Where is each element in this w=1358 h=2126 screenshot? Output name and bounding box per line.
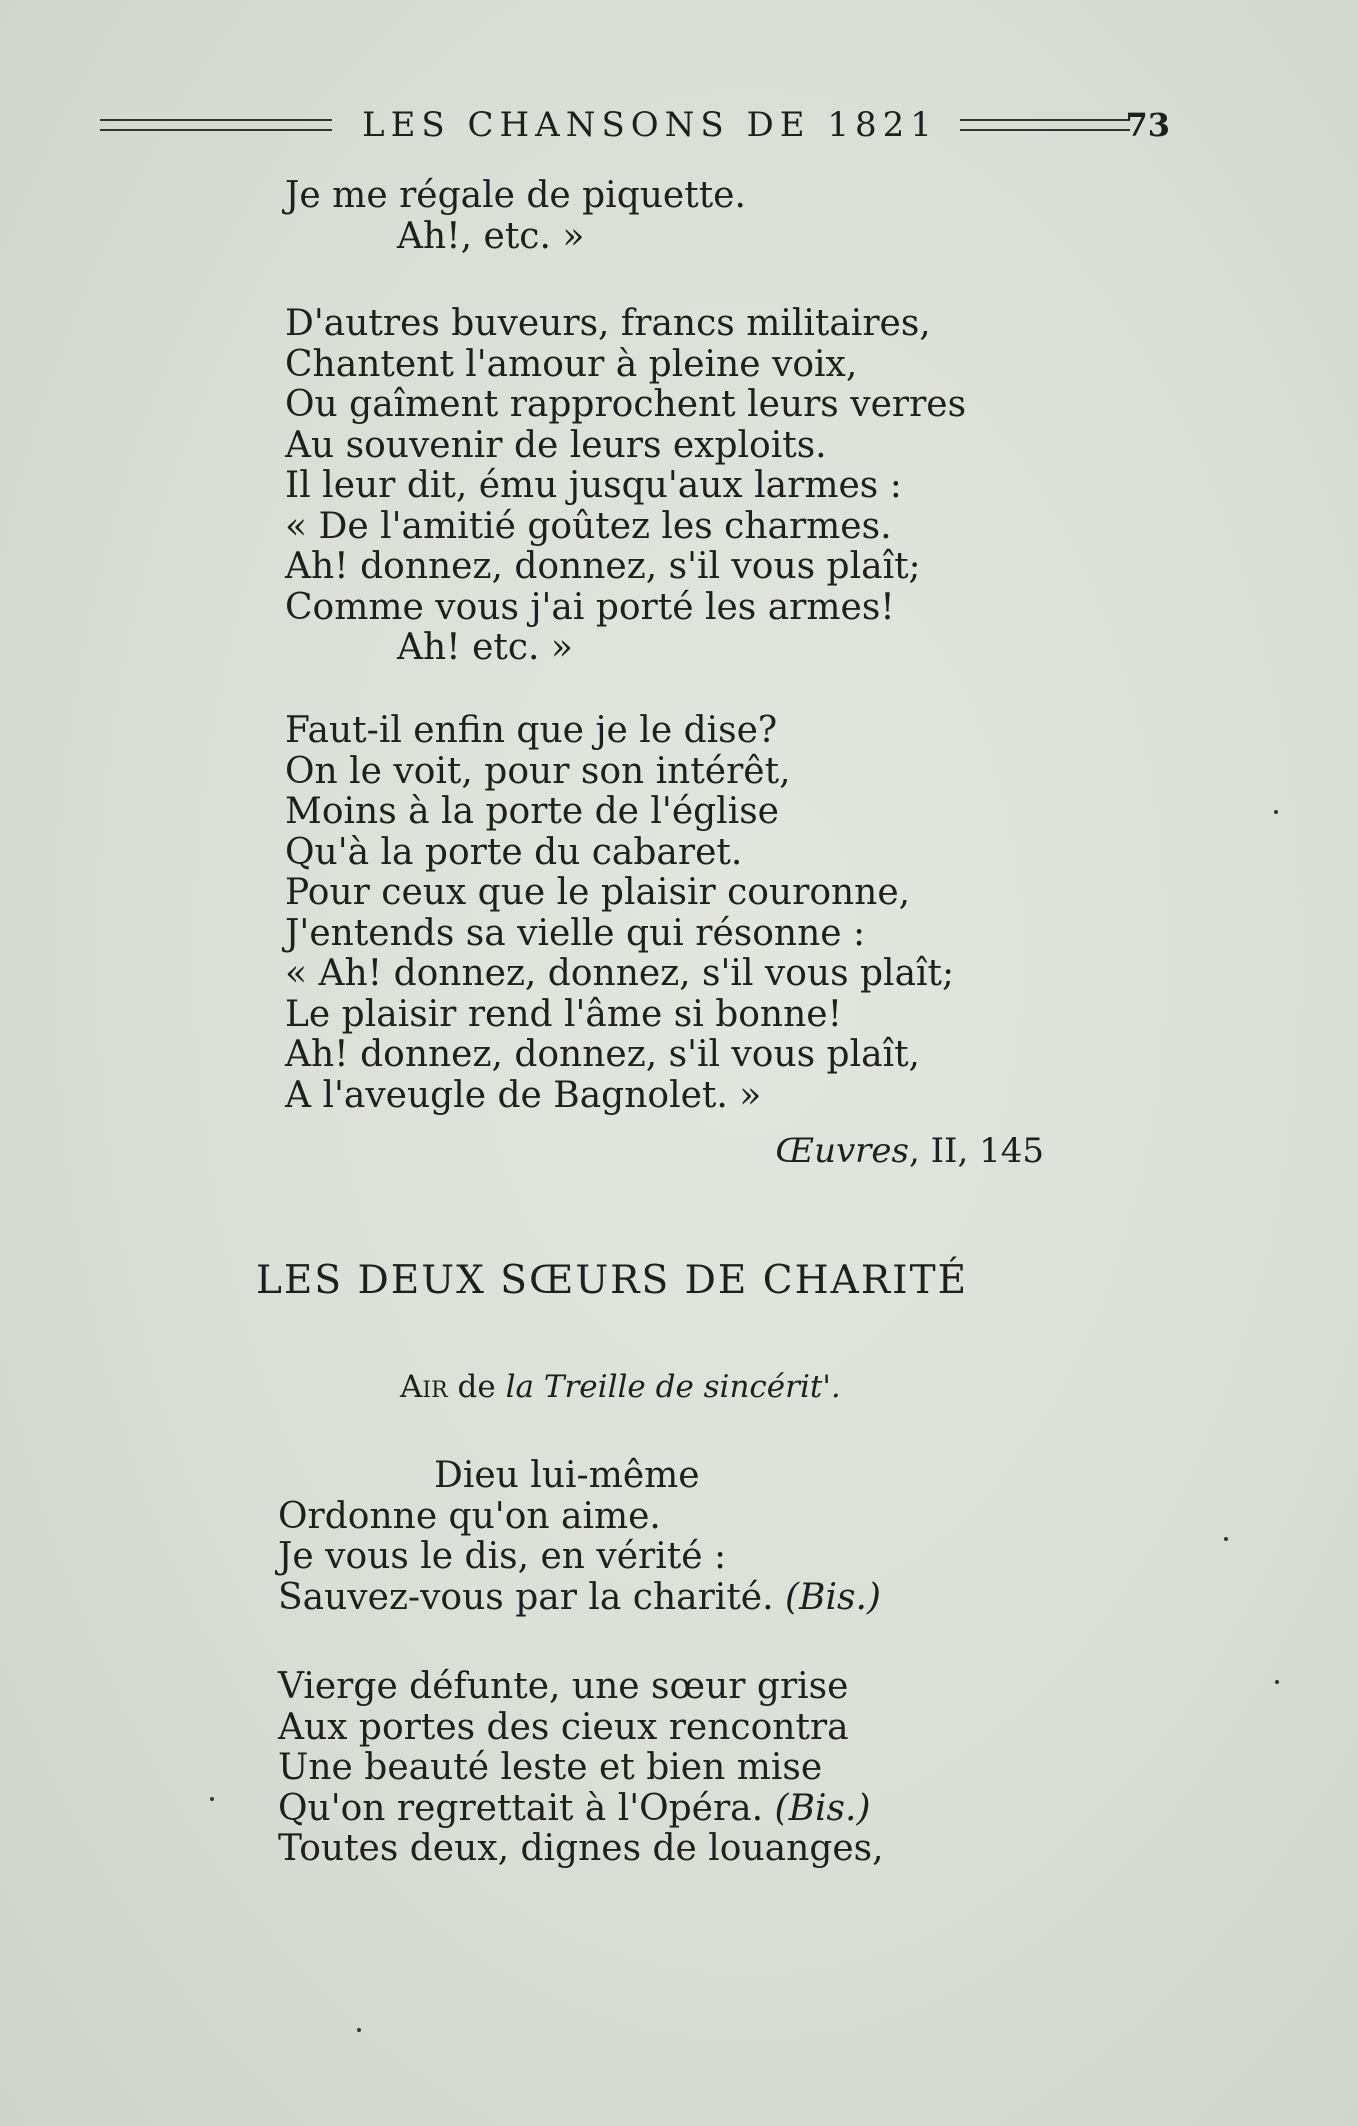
verse-text: Qu'on regrettait à l'Opéra.: [278, 1787, 764, 1829]
verse-line: Faut-il enfin que je le dise?: [285, 710, 778, 751]
bis-marker: (Bis.): [774, 1787, 871, 1829]
verse-line: « De l'amitié goûtez les charmes.: [285, 505, 892, 547]
paper-speck: [1274, 810, 1278, 814]
running-title: LES CHANSONS DE 1821: [362, 105, 938, 145]
paper-speck: [210, 1797, 214, 1801]
verse-line: [278, 1578, 881, 1619]
verse-line: [278, 1789, 884, 1830]
stanza-sisters: [278, 1667, 884, 1870]
verse-line: Aux portes des cieux rencontra: [278, 1706, 849, 1748]
verse-line: D'autres buveurs, francs militaires,: [285, 303, 931, 344]
air-indication: [400, 1369, 841, 1405]
page-number: 73: [1125, 106, 1170, 144]
stanza-ending: [285, 176, 746, 257]
stanza-bagnolet: [285, 711, 954, 1116]
source-ref: , II, 145: [909, 1131, 1044, 1171]
verse-text: Sauvez-vous par la charité.: [278, 1576, 774, 1618]
source-work: Œuvres: [775, 1131, 909, 1171]
paper-speck: [1224, 1537, 1228, 1541]
stanza-refrain: [278, 1456, 881, 1618]
verse-line: Au souvenir de leurs exploits.: [285, 424, 827, 466]
running-header: [100, 100, 1170, 150]
verse-line: Dieu lui-même: [434, 1455, 700, 1496]
verse-line: Qu'à la porte du cabaret.: [285, 831, 743, 873]
verse-line: On le voit, pour son intérêt,: [285, 750, 791, 792]
paper-speck: [1275, 1680, 1279, 1684]
verse-line: Ah! donnez, donnez, s'il vous plaît;: [285, 546, 921, 587]
air-de: de: [447, 1369, 506, 1405]
source-citation: [775, 1131, 1044, 1171]
verse-line: Chantent l'amour à pleine voix,: [285, 343, 858, 385]
verse-line: Ah! donnez, donnez, s'il vous plaît,: [285, 1034, 920, 1075]
verse-line: Toutes deux, dignes de louanges,: [278, 1828, 884, 1869]
stanza-soldiers: [285, 304, 966, 669]
verse-line: Ordonne qu'on aime.: [278, 1495, 661, 1537]
verse-line: Comme vous j'ai porté les armes!: [285, 586, 895, 628]
verse-line: Le plaisir rend l'âme si bonne!: [285, 993, 843, 1035]
refrain-line: Ah!, etc. »: [397, 215, 585, 257]
header-rule-left: [100, 119, 332, 131]
verse-line: Il leur dit, ému jusqu'aux larmes :: [285, 465, 902, 506]
verse-line: J'entends sa vielle qui résonne :: [285, 912, 866, 954]
header-rule-right: [960, 119, 1130, 131]
air-label: Air: [400, 1369, 448, 1405]
verse-line: « Ah! donnez, donnez, s'il vous plaît;: [285, 953, 955, 994]
verse-line: Je me régale de piquette.: [285, 175, 746, 216]
air-name: la Treille de sincérit'.: [505, 1369, 841, 1405]
verse-line: Pour ceux que le plaisir couronne,: [285, 872, 911, 913]
verse-line: A l'aveugle de Bagnolet. »: [285, 1074, 762, 1116]
paper-speck: [357, 2028, 361, 2032]
verse-line: Ou gaîment rapprochent leurs verres: [285, 384, 967, 425]
verse-line: Une beauté leste et bien mise: [278, 1747, 823, 1788]
verse-line: Je vous le dis, en vérité :: [278, 1536, 727, 1577]
verse-line: Moins à la porte de l'église: [285, 791, 779, 832]
refrain-line: Ah! etc. »: [397, 627, 573, 668]
bis-marker: (Bis.): [784, 1576, 881, 1618]
song-title: LES DEUX SŒURS DE CHARITÉ: [256, 1258, 969, 1303]
verse-line: Vierge défunte, une sœur grise: [278, 1666, 849, 1707]
